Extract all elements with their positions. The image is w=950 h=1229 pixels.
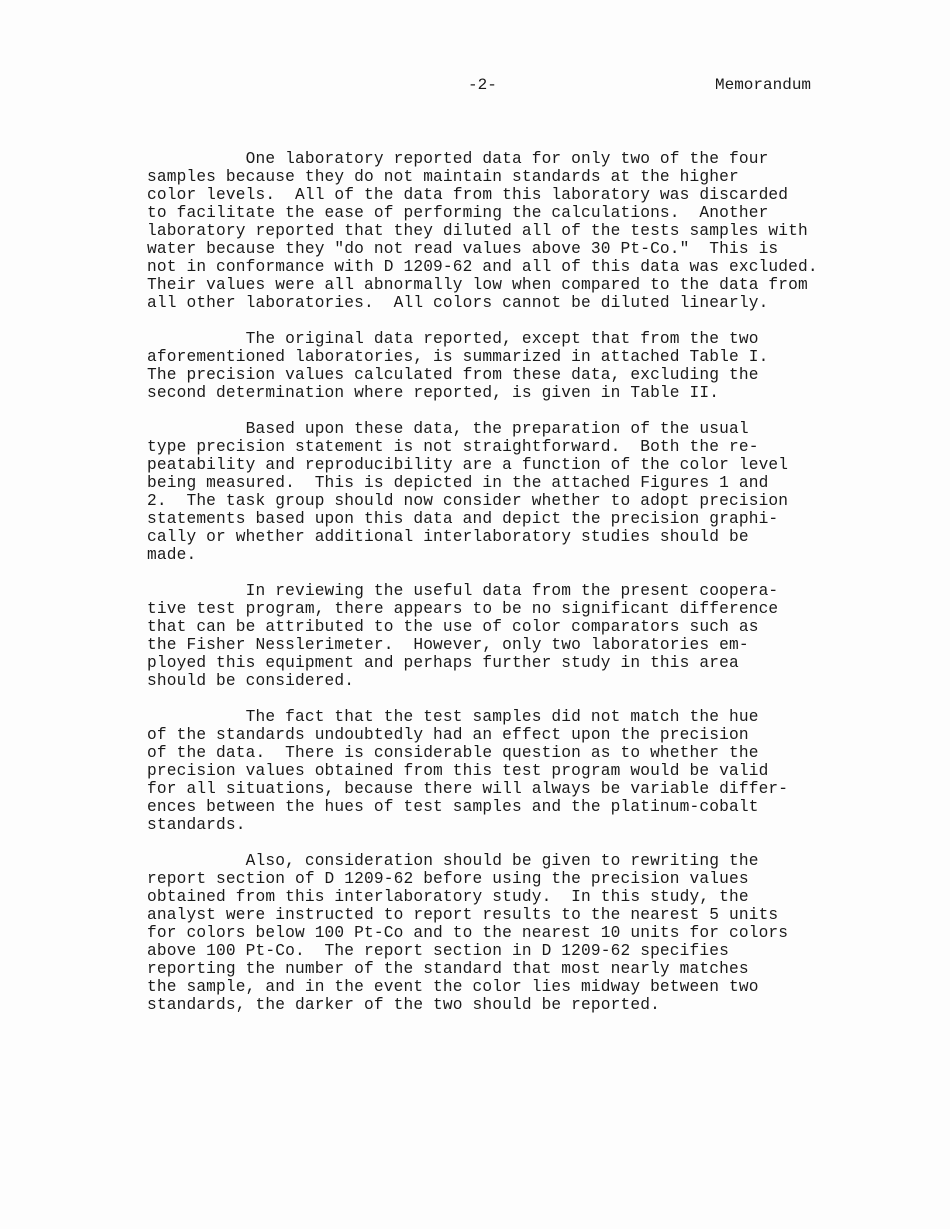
paragraph-line: ences between the hues of test samples and the platinum-cobalt	[147, 798, 759, 816]
paragraph-line: should be considered.	[147, 672, 355, 690]
paragraph-line: samples because they do not maintain standards at the higher	[147, 168, 739, 186]
paragraph-line: the Fisher Nesslerimeter. However, only two laboratories em-	[147, 636, 749, 654]
paragraph-line: made.	[147, 546, 197, 564]
paragraph-line: to facilitate the ease of performing the calculations. Another	[147, 204, 769, 222]
paragraph-line: of the standards undoubtedly had an effect upon the precision	[147, 726, 749, 744]
paragraph-line: statements based upon this data and depict the precision graphi-	[147, 510, 779, 528]
paragraph-line: for all situations, because there will always be variable differ-	[147, 780, 789, 798]
paragraph-4	[147, 582, 887, 690]
paragraph-line: Based upon these data, the preparation of the usual	[147, 420, 749, 438]
document-type-label: Memorandum	[715, 76, 812, 94]
paragraph-line: second determination where reported, is given in Table II.	[147, 384, 720, 402]
paragraph-2	[147, 330, 887, 402]
paragraph-line: laboratory reported that they diluted all of the tests samples with	[147, 222, 808, 240]
paragraph-line: report section of D 1209-62 before using the precision values	[147, 870, 749, 888]
page-number: -2-	[468, 76, 497, 94]
paragraph-3	[147, 420, 887, 564]
paragraph-line: being measured. This is depicted in the attached Figures 1 and	[147, 474, 769, 492]
memo-body	[147, 150, 887, 1032]
paragraph-1	[147, 150, 887, 312]
paragraph-line: Their values were all abnormally low when compared to the data from	[147, 276, 808, 294]
paragraph-line: standards, the darker of the two should be reported.	[147, 996, 660, 1014]
paragraph-line: The original data reported, except that from the two	[147, 330, 759, 348]
paragraph-line: tive test program, there appears to be no significant difference	[147, 600, 779, 618]
paragraph-line: for colors below 100 Pt-Co and to the nearest 10 units for colors	[147, 924, 789, 942]
paragraph-line: cally or whether additional interlaboratory studies should be	[147, 528, 749, 546]
paragraph-line: precision values obtained from this test program would be valid	[147, 762, 769, 780]
paragraph-line: One laboratory reported data for only two of the four	[147, 150, 769, 168]
paragraph-line: The fact that the test samples did not match the hue	[147, 708, 759, 726]
paragraph-line: type precision statement is not straightforward. Both the re-	[147, 438, 759, 456]
paragraph-line: standards.	[147, 816, 246, 834]
paragraph-line: The precision values calculated from these data, excluding the	[147, 366, 759, 384]
paragraph-line: color levels. All of the data from this laboratory was discarded	[147, 186, 789, 204]
paragraph-line: analyst were instructed to report results to the nearest 5 units	[147, 906, 779, 924]
paragraph-line: ployed this equipment and perhaps further study in this area	[147, 654, 739, 672]
paragraph-5	[147, 708, 887, 834]
paragraph-line: aforementioned laboratories, is summarized in attached Table I.	[147, 348, 769, 366]
paragraph-6	[147, 852, 887, 1014]
paragraph-line: the sample, and in the event the color lies midway between two	[147, 978, 759, 996]
paragraph-line: peatability and reproducibility are a function of the color level	[147, 456, 789, 474]
paragraph-line: obtained from this interlaboratory study. In this study, the	[147, 888, 749, 906]
paragraph-line: that can be attributed to the use of color comparators such as	[147, 618, 759, 636]
paragraph-line: all other laboratories. All colors cannot be diluted linearly.	[147, 294, 769, 312]
page-header	[0, 76, 950, 98]
paragraph-line: Also, consideration should be given to rewriting the	[147, 852, 759, 870]
paragraph-line: not in conformance with D 1209-62 and all of this data was excluded.	[147, 258, 818, 276]
paragraph-line: In reviewing the useful data from the present coopera-	[147, 582, 779, 600]
paragraph-line: reporting the number of the standard that most nearly matches	[147, 960, 749, 978]
paragraph-line: above 100 Pt-Co. The report section in D 1209-62 specifies	[147, 942, 729, 960]
paragraph-line: of the data. There is considerable question as to whether the	[147, 744, 759, 762]
paragraph-line: 2. The task group should now consider whether to adopt precision	[147, 492, 789, 510]
paragraph-line: water because they "do not read values above 30 Pt-Co." This is	[147, 240, 779, 258]
